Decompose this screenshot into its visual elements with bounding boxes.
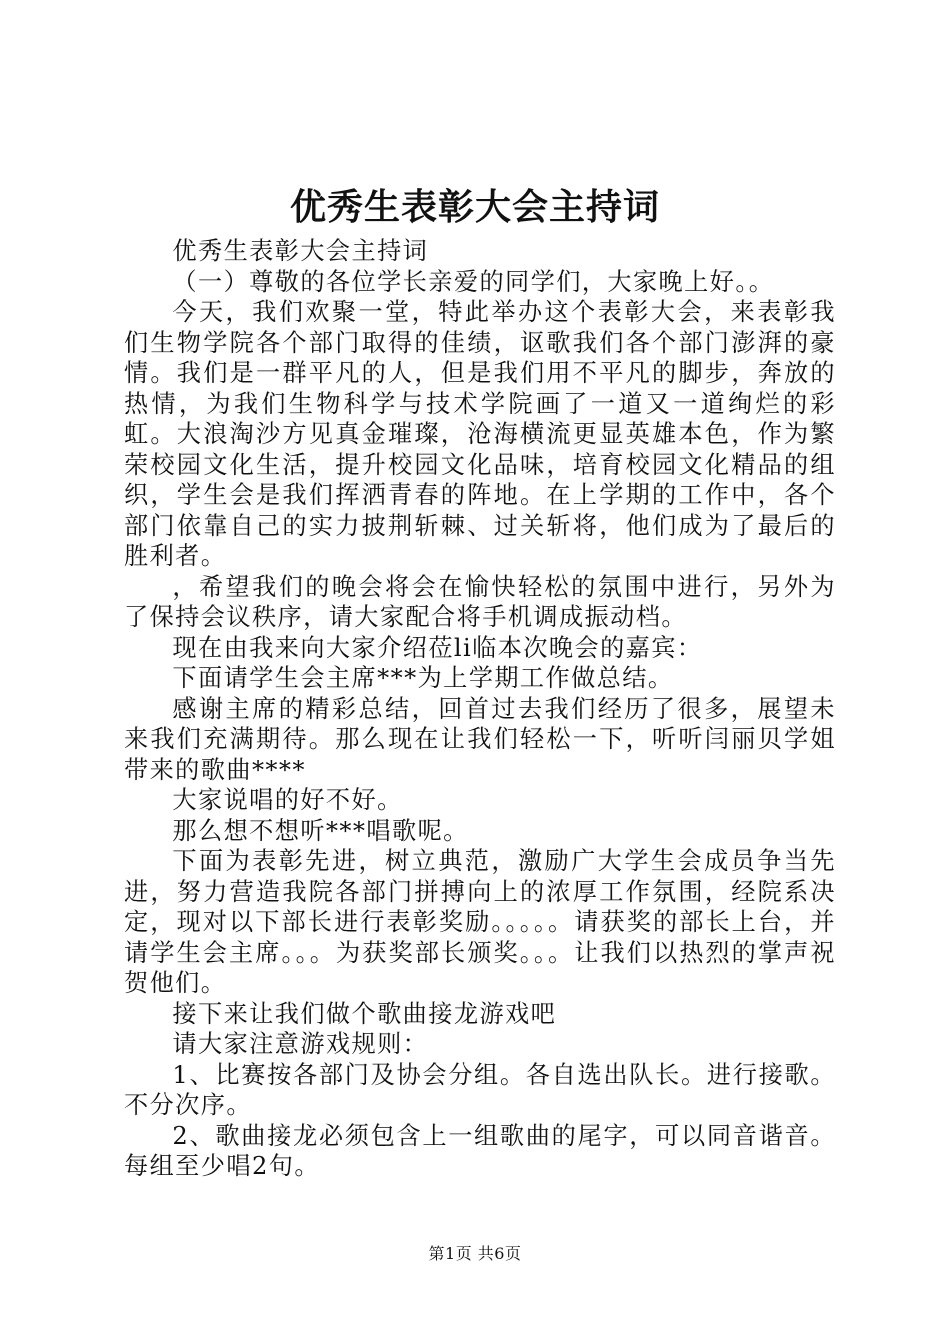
document-title: 优秀生表彰大会主持词 bbox=[289, 187, 660, 228]
paragraph: 2、歌曲接龙必须包含上一组歌曲的尾字，可以同音谐音。每组至少唱2句。 bbox=[124, 1121, 836, 1180]
paragraph: 优秀生表彰大会主持词 bbox=[172, 237, 429, 265]
document-body bbox=[124, 236, 836, 1182]
paragraph: 下面请学生会主席***为上学期工作做总结。 bbox=[172, 664, 674, 692]
paragraph: ，希望我们的晚会将会在愉快轻松的氛围中进行，另外为了保持会议秩序，请大家配合将手机调成振动档。 bbox=[124, 572, 836, 631]
paragraph: 大家说唱的好不好。 bbox=[172, 786, 403, 814]
page-footer: 第1页 共6页 bbox=[428, 1244, 522, 1263]
paragraph: 感谢主席的精彩总结，回首过去我们经历了很多，展望未来我们充满期待。那么现在让我们轻松一下，听听闫丽贝学姐带来的歌曲**** bbox=[124, 694, 836, 784]
paragraph: 今天，我们欢聚一堂，特此举办这个表彰大会，来表彰我们生物学院各个部门取得的佳绩，讴歌我们各个部门澎湃的豪情。我们是一群平凡的人，但是我们用不平凡的脚步，奔放的热情，为我们生物科学与技术学院画了一道又一道绚烂的彩虹。大浪淘沙方见真金璀璨，沧海横流更显英雄本色，作为繁荣校园文化生活，提升校园文化品味，培育校园文化精品的组织，学生会是我们挥洒青春的阵地。在上学期的工作中，各个部门依靠自己的实力披荆斩棘、过关斩将，他们成为了最后的胜利者。 bbox=[124, 298, 836, 570]
paragraph: （一）尊敬的各位学长亲爱的同学们，大家晚上好。。 bbox=[172, 267, 775, 296]
paragraph: 现在由我来向大家介绍莅li临本次晚会的嘉宾： bbox=[172, 633, 703, 662]
paragraph: 1、比赛按各部门及协会分组。各自选出队长。进行接歌。不分次序。 bbox=[124, 1060, 836, 1119]
paragraph: 下面为表彰先进，树立典范，激励广大学生会成员争当先进，努力营造我院各部门拼搏向上的浓厚工作氛围，经院系决定，现对以下部长进行表彰奖励。。。。。请获奖的部长上台，并请学生会主席。。。为获奖部长颁奖。。。让我们以热烈的掌声祝贺他们。 bbox=[124, 847, 836, 997]
paragraph: 那么想不想听***唱歌呢。 bbox=[172, 816, 469, 845]
paragraph: 接下来让我们做个歌曲接龙游戏吧 bbox=[172, 999, 557, 1028]
paragraph: 请大家注意游戏规则： bbox=[172, 1030, 429, 1058]
